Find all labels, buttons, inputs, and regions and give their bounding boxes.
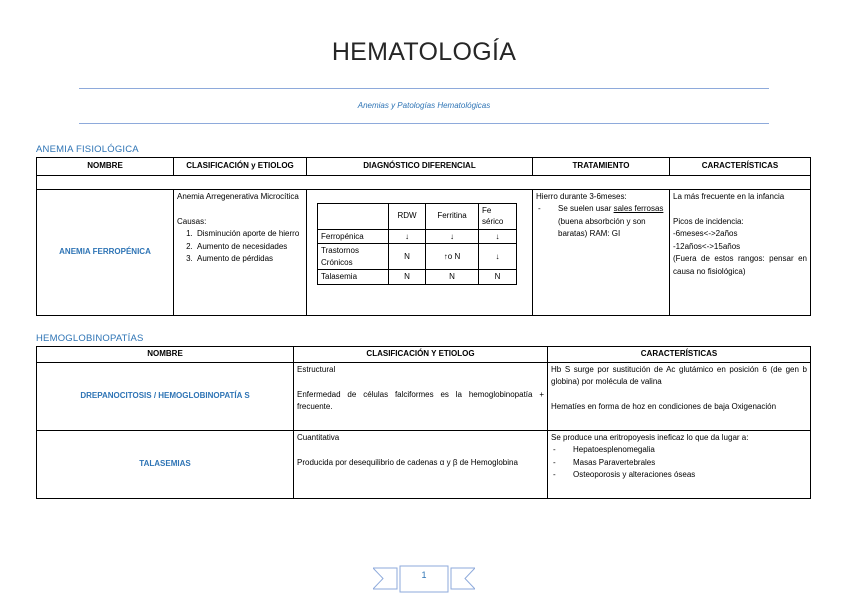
- classification-line: Estructural: [297, 364, 336, 374]
- section-heading-hemoglobinopathies: HEMOGLOBINOPATÍAS: [36, 333, 144, 344]
- causes-label: Causas:: [177, 216, 207, 226]
- characteristics-line: -6meses<->2años: [673, 229, 738, 238]
- table-header-row: [37, 347, 811, 363]
- diff-header: Ferritina: [426, 203, 479, 229]
- header-rule-top: [79, 88, 769, 89]
- treatment-highlight: sales ferrosas: [613, 204, 664, 213]
- column-header: NOMBRE: [37, 347, 294, 363]
- disease-name: DREPANOCITOSIS / HEMOGLOBINOPATÍA S: [37, 362, 294, 430]
- disease-name: TALASEMIAS: [37, 430, 294, 498]
- treatment-intro: Hierro durante 3-6meses:: [536, 191, 627, 201]
- diff-label: Trastornos Crónicos: [318, 244, 389, 270]
- causes-list: [177, 228, 303, 266]
- page-number: 1: [421, 570, 427, 580]
- column-header: NOMBRE: [37, 158, 174, 176]
- table-row: [37, 430, 811, 498]
- disease-name: ANEMIA FERROPÉNICA: [37, 189, 174, 315]
- differential-table: [317, 203, 517, 285]
- list-item: - Hepatoesplenomegalia: [551, 444, 807, 457]
- classification-cell: [294, 430, 548, 498]
- page-subtitle: Anemias y Patologías Hematológicas: [357, 101, 491, 110]
- section-heading-anemia: ANEMIA FISIOLÓGICA: [36, 144, 139, 155]
- column-header: DIAGNÓSTICO DIFERENCIAL: [307, 158, 533, 176]
- header-rule-bottom: [79, 123, 769, 124]
- classification-cell: [294, 362, 548, 430]
- column-header: CLASIFICACIÓN Y ETIOLOG: [294, 347, 548, 363]
- diff-value: N: [479, 270, 517, 285]
- page-title: HEMATOLOGÍA: [331, 38, 517, 66]
- treatment-text: (buena absorbción y son baratas) RAM: GI: [558, 216, 646, 238]
- column-header: TRATAMIENTO: [533, 158, 670, 176]
- diff-label: Talasemia: [318, 270, 389, 285]
- characteristics-intro: Se produce una eritropoyesis ineficaz lo que da lugar a:: [551, 432, 749, 442]
- classification-line: Cuantitativa: [297, 432, 340, 442]
- anemia-table: [36, 157, 811, 316]
- column-header: CARACTERÍSTICAS: [670, 158, 811, 176]
- differential-cell: [307, 189, 533, 315]
- list-item: 1. Disminución aporte de hierro: [195, 228, 303, 241]
- table-header-row: [37, 158, 811, 176]
- table-row: [37, 189, 811, 315]
- diff-value: N: [389, 270, 426, 285]
- classification-text: Anemia Arregenerativa Microcítica: [177, 191, 299, 201]
- characteristics-line: Picos de incidencia:: [673, 216, 744, 226]
- diff-header-row: [318, 203, 517, 229]
- diff-row: [318, 229, 517, 244]
- table-row: [37, 362, 811, 430]
- diff-row: [318, 270, 517, 285]
- classification-cell: [174, 189, 307, 315]
- diff-value: N: [389, 244, 426, 270]
- characteristics-line: Hematíes en forma de hoz en condiciones de baja Oxigenación: [551, 402, 777, 411]
- treatment-text: Se suelen usar: [558, 204, 614, 213]
- characteristics-cell: [548, 362, 811, 430]
- column-header: CARACTERÍSTICAS: [548, 347, 811, 363]
- diff-header: Fe sérico: [479, 203, 517, 229]
- diff-header: RDW: [389, 203, 426, 229]
- column-header: CLASIFICACIÓN y ETIOLOG: [174, 158, 307, 176]
- characteristics-line: -12años<->15años: [673, 241, 741, 251]
- diff-label: Ferropénica: [318, 229, 389, 244]
- hemoglobinopathies-table: [36, 346, 811, 499]
- diff-corner: [318, 203, 389, 229]
- diff-value: ↓: [426, 229, 479, 244]
- list-item: - Osteoporosis y alteraciones óseas: [551, 469, 807, 482]
- characteristics-line: La más frecuente en la infancia: [673, 191, 785, 201]
- diff-row: [318, 244, 517, 270]
- list-item: - Masas Paravertebrales: [551, 457, 807, 470]
- diff-value: ↓: [479, 244, 517, 270]
- diff-value: ↑o N: [426, 244, 479, 270]
- treatment-cell: [533, 189, 670, 315]
- treatment-list: [536, 203, 666, 241]
- characteristics-cell: [670, 189, 811, 315]
- list-item: 2. Aumento de necesidades: [195, 241, 303, 254]
- characteristics-line: Hb S surge por sustitución de Ac glutámico en posición 6 (de gen b globina) por molécula de valina: [551, 364, 807, 386]
- list-item: [536, 203, 666, 241]
- diff-value: ↓: [389, 229, 426, 244]
- diff-value: N: [426, 270, 479, 285]
- classification-line: Enfermedad de células falciformes es la hemoglobinopatía + frecuente.: [297, 389, 544, 411]
- list-item: 3. Aumento de pérdidas: [195, 253, 303, 266]
- diff-value: ↓: [479, 229, 517, 244]
- characteristics-list: [551, 444, 807, 482]
- characteristics-line: (Fuera de estos rangos: pensar en causa no fisiológica): [673, 254, 807, 276]
- spacer-row: [37, 175, 811, 189]
- characteristics-cell: [548, 430, 811, 498]
- classification-line: Producida por desequilibrio de cadenas α y β de Hemoglobina: [297, 457, 518, 467]
